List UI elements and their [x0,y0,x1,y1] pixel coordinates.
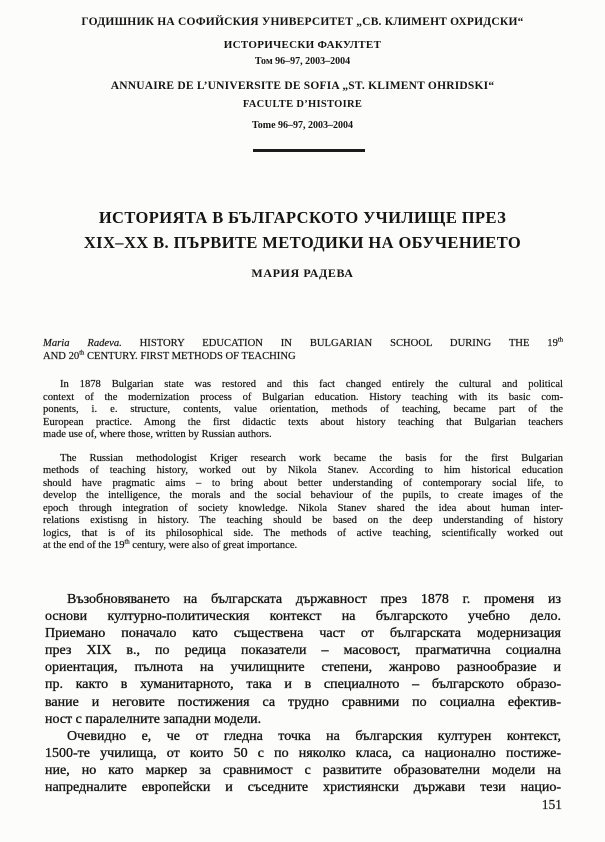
page-number: 151 [541,797,562,812]
text-line: methods of teaching history, worked out by Nikola Stanev. According to him historical education [43,465,563,476]
abstract-paragraph-2 [43,453,563,541]
text-line: ност с паралелните западни модели. [45,711,262,727]
text-line: The Russian methodologist Kriger research work became the basis for the first Bulgarian [60,452,563,464]
abstract-author-italic: Maria Radeva. [43,338,122,349]
abstract-heading-text: CENTURY. FIRST METHODS OF TEACHING [84,350,296,362]
abstract-text: century, were also of great importance. [129,540,298,551]
text-line: вание и неговите постижения са трудно сравними по социална ефектив- [45,694,561,710]
text-line: Приемано поначало като съществена част от българската модернизация [45,626,561,642]
article-author: МАРИЯ РАДЕВА [251,266,354,280]
text-line: основи културно-политическия контекст на българското учебно дело. [45,609,561,625]
masthead-volume-bg: Том 96–97, 2003–2004 [254,56,351,67]
text-line: ponents, i. e. structure, contents, value orientation, methods of teaching, became part of the [43,404,563,415]
body-paragraph-2 [45,728,561,796]
abstract-paragraph-2-lastline [43,540,563,553]
abstract-heading-text: AND 20 [43,350,80,362]
masthead-university-fr: ANNUAIRE DE L’UNIVERSITE DE SOFIA „ST. KLIMENT OHRIDSKI“ [110,80,495,92]
text-line: European practice. Among the first didactic texts about history teaching that Bulgarian teachers [43,416,563,428]
masthead-volume-fr: Tome 96–97, 2003–2004 [251,120,354,131]
article-title-line1: ИСТОРИЯТА В БЪЛГАРСКОТО УЧИЛИЩЕ ПРЕЗ [98,208,507,227]
masthead-faculty-fr: FACULTE D’HISTOIRE [242,99,363,110]
superscript-th: th [79,348,85,356]
text-line: ние, но като маркер за сравнимост с развитите образователни модели на [45,762,561,778]
text-line: should have pragmatic aims – to bring about better understanding of contemporary social life, to [43,477,563,489]
text-line: relations existisng in history. The teaching should be based on the deep understanding of history [43,515,563,526]
text-line: logics, that is of its philosophical side. The methods of active teaching, scientifically worked out [43,527,563,539]
text-line: context of the modernization process of Bulgarian education. History teaching with its basic com- [43,391,563,403]
masthead-faculty-bg: ИСТОРИЧЕСКИ ФАКУЛТЕТ [223,39,382,51]
masthead-divider-rule [253,149,365,152]
text-line: 1500-те училища, от които 50 с по няколко класа, са национално постиже- [45,745,561,761]
abstract-heading-line2 [43,348,563,364]
abstract-text: at the end of the 19 [43,540,125,551]
text-line: develop the intelligence, the morals and the social behaviour of the pupils, to create images of the [43,490,563,501]
text-line: ориентация, пълнота на училищните степени, жанрово разнообразие и [45,660,561,676]
text-line: Очевидно е, че от гледна точка на българския културен контекст, [67,728,561,744]
abstract-heading-text: HISTORY EDUCATION IN BULGARIAN SCHOOL DURING THE 19 [121,338,558,349]
text-line: Възобновяването на българската държавност през 1878 г. променя из [67,592,561,607]
bulgarian-body-text [45,591,561,796]
text-line: epoch through integration of society knowledge. Nikola Stanev shared the idea about human inter- [43,502,563,514]
text-line: made use of, where those, written by Russian authors. [43,429,272,440]
abstract-paragraph-1 [43,379,563,442]
article-title-line2: XIX–XX В. ПЪРВИТЕ МЕТОДИКИ НА ОБУЧЕНИЕТО [83,233,522,252]
text-line: пр. както в хуманитарното, така и в специалното – българското образо- [45,677,561,693]
abstract-heading-line1 [43,338,563,351]
superscript-th: th [124,538,130,546]
text-line: през XIX в., по редица показатели – масовост, прагматична социална [45,643,561,659]
abstract-heading [43,338,563,363]
english-abstract [43,338,563,553]
superscript-th: th [557,336,563,344]
article-title [0,205,605,255]
masthead-university-bg: ГОДИШНИК НА СОФИЙСКИЯ УНИВЕРСИТЕТ „СВ. КЛИМЕНТ ОХРИДСКИ“ [81,16,524,28]
body-paragraph-1 [45,591,561,728]
text-line: In 1878 Bulgarian state was restored and this fact changed entirely the cultural and political [60,379,563,390]
text-line: напредналите европейски и съседните християнски държави тези нацио- [45,780,561,796]
